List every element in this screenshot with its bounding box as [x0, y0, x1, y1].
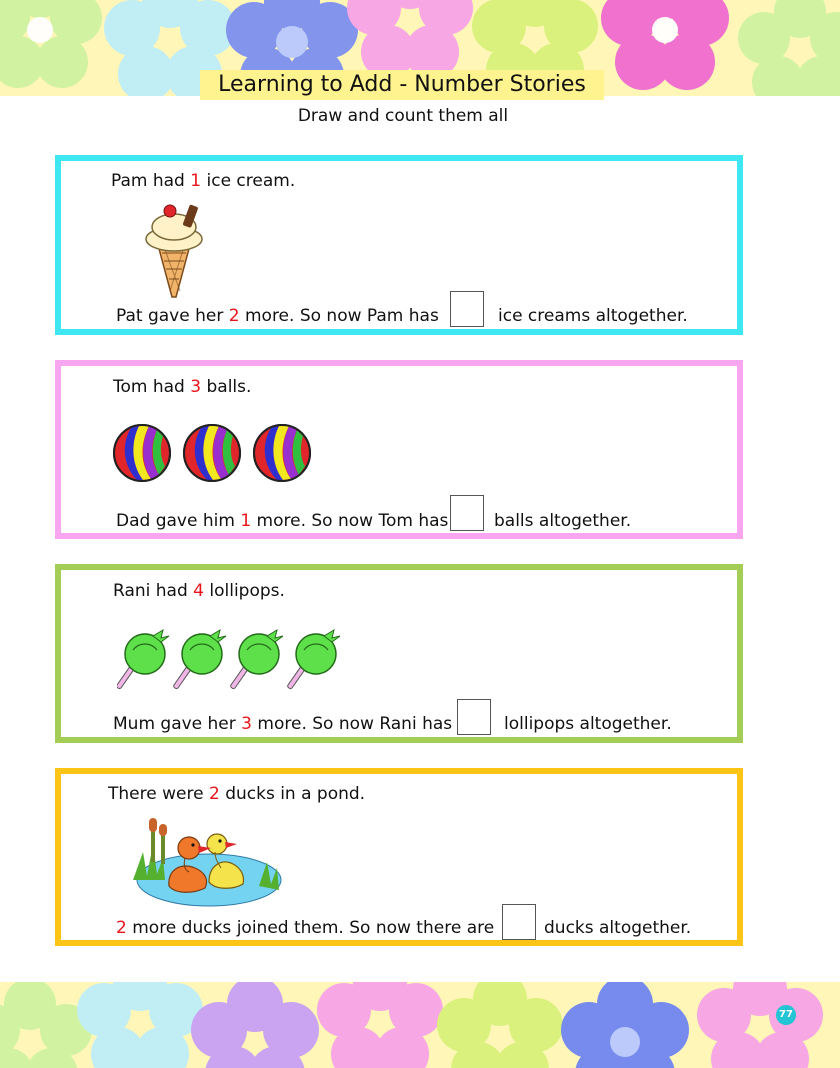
story-line-2-end: lollipops altogether. [504, 714, 672, 734]
title-banner [200, 70, 604, 100]
story-card-balls [55, 360, 743, 539]
ice-cream-icon [136, 199, 212, 303]
page-title: Learning to Add - Number Stories [218, 72, 586, 97]
ball-icon [254, 425, 310, 481]
ducks-in-pond-icon [129, 814, 283, 914]
ball-icon [184, 425, 240, 481]
story-line-2: Pat gave her 2 more. So now Pam has [116, 306, 439, 326]
bottom-flower-band [0, 982, 840, 1068]
story-card-ice-cream [55, 155, 743, 335]
story-line-2: Dad gave him 1 more. So now Tom has [116, 511, 449, 531]
story-line-2-end: ice creams altogether. [498, 306, 688, 326]
answer-box[interactable] [502, 904, 536, 940]
story-line-1: Tom had 3 balls. [113, 377, 252, 397]
lollipops-group [117, 624, 357, 698]
story-card-ducks [55, 768, 743, 946]
page-number: 77 [776, 1005, 796, 1025]
story-line-2: 2 more ducks joined them. So now there are [116, 918, 495, 938]
page-subtitle: Draw and count them all [297, 106, 509, 126]
ball-icon [114, 425, 170, 481]
lollipop-icon [287, 630, 340, 689]
lollipop-icon [173, 630, 226, 689]
story-line-1: Rani had 4 lollipops. [113, 581, 285, 601]
lollipop-icon [117, 630, 169, 689]
story-line-2-end: balls altogether. [494, 511, 632, 531]
answer-box[interactable] [457, 699, 491, 735]
story-line-2: Mum gave her 3 more. So now Rani has [113, 714, 453, 734]
lollipop-icon [230, 630, 283, 689]
story-line-1: There were 2 ducks in a pond. [108, 784, 366, 804]
balls-group [113, 422, 323, 488]
answer-box[interactable] [450, 495, 484, 531]
flower-pattern [0, 982, 840, 1068]
story-line-1: Pam had 1 ice cream. [111, 171, 296, 191]
story-line-2-end: ducks altogether. [544, 918, 692, 938]
answer-box[interactable] [450, 291, 484, 327]
story-card-lollipops [55, 564, 743, 743]
